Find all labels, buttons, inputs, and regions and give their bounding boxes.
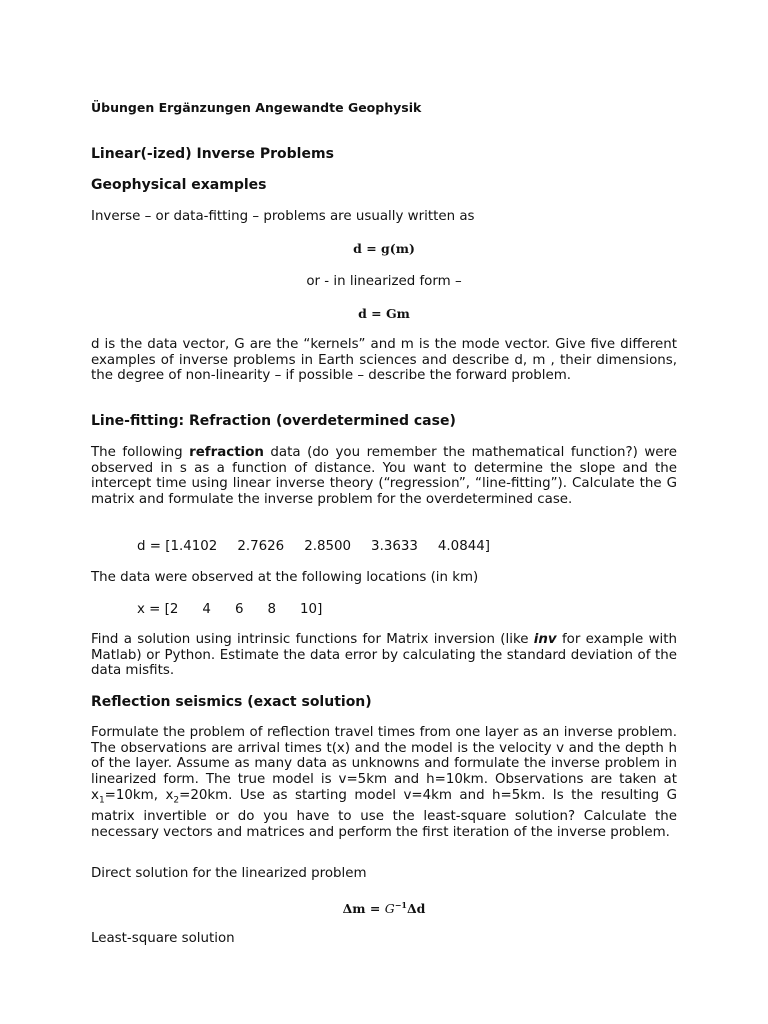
equation-direct-solution	[91, 900, 677, 916]
locations-paragraph: The data were observed at the following locations (in km)	[91, 570, 479, 585]
reflection-text-a: Formulate the problem of reflection travel times from one layer as an inverse problem. The observations are arrival times t(x) and the model is the velocity v and the depth h of the layer. Assume as many data as unknowns and formulate the inverse problem in linearized form. The true model is v=5km and h=10km. Observations are taken at x	[91, 725, 677, 803]
d-vector-suffix: ]	[484, 539, 490, 554]
solution-text-pre: Find a solution using intrinsic functions for Matrix inversion (like	[91, 632, 534, 647]
d-value: 2.8500	[304, 539, 352, 554]
equation-linear: d = Gm	[358, 306, 410, 321]
linefit-paragraph	[91, 445, 677, 508]
solution-text-post: for example with Matlab) or Python. Estimate the data error by calculating the standard deviation of the data misfits.	[91, 632, 678, 679]
x-vector-prefix: x = [	[137, 602, 170, 617]
x-value: 2	[169, 602, 179, 617]
reflection-text-c: =20km. Use as starting model v=4km and h=5km. Is the resulting G matrix invertible or do you have to use the least-square solution? Calculate the necessary vectors and matrices and perform the first iteration of the inverse problem.	[91, 787, 678, 840]
d-vector	[137, 539, 490, 554]
d-vector-prefix: d = [	[137, 539, 171, 554]
heading-line-fitting: Line-fitting: Refraction (overdetermined case)	[91, 413, 456, 429]
d-value: 2.7626	[237, 539, 285, 554]
x-vector-suffix: ]	[317, 602, 323, 617]
eq-direct-exponent: −1	[394, 900, 407, 910]
subscript-1: 1	[98, 795, 105, 806]
reflection-text-b: =10km, x	[104, 787, 174, 803]
linefit-text-pre: The following	[91, 445, 190, 460]
linefit-text-bold: refraction	[189, 445, 264, 460]
eq-direct-rhs: Δd	[406, 901, 426, 917]
eq-direct-G: G	[384, 901, 395, 917]
direct-solution-label: Direct solution for the linearized problem	[91, 866, 367, 881]
inv-function-name: inv	[533, 632, 557, 647]
least-square-label: Least-square solution	[91, 931, 235, 946]
examples-paragraph: d is the data vector, G are the “kernels” and m is the mode vector. Give five different examples of inverse problems in Earth sciences and describe d, m , their dimensions, the degree of non-linearity – if possible – describe the forward problem.	[91, 337, 677, 384]
linefit-text-post: data (do you remember the mathematical function?) were observed in s as a function of distance. You want to determine the slope and the intercept time using linear inverse theory (“regression”, “line-fitting”). Calculate the G matrix and formulate the inverse problem for the overdetermined case.	[91, 445, 677, 508]
or-linearized-text: or - in linearized form –	[306, 274, 462, 289]
d-value: 4.0844	[437, 539, 485, 554]
heading-reflection-seismics: Reflection seismics (exact solution)	[91, 694, 372, 710]
document-title: Übungen Ergänzungen Angewandte Geophysik	[91, 100, 422, 115]
heading-geophysical-examples: Geophysical examples	[91, 177, 267, 193]
subscript-2: 2	[173, 795, 180, 806]
d-value: 1.4102	[170, 539, 218, 554]
x-value: 4	[202, 602, 211, 617]
heading-inverse-problems: Linear(-ized) Inverse Problems	[91, 146, 334, 162]
eq-direct-lhs: Δm =	[342, 901, 385, 917]
x-value: 8	[267, 602, 277, 617]
intro-paragraph: Inverse – or data-fitting – problems are usually written as	[91, 209, 475, 224]
x-vector	[137, 602, 322, 617]
equation-nonlinear: d = g(m)	[353, 241, 415, 256]
solution-paragraph	[91, 632, 677, 679]
x-value: 10	[300, 602, 318, 617]
d-value: 3.3633	[371, 539, 418, 554]
reflection-paragraph	[91, 725, 677, 841]
x-value: 6	[234, 602, 244, 617]
